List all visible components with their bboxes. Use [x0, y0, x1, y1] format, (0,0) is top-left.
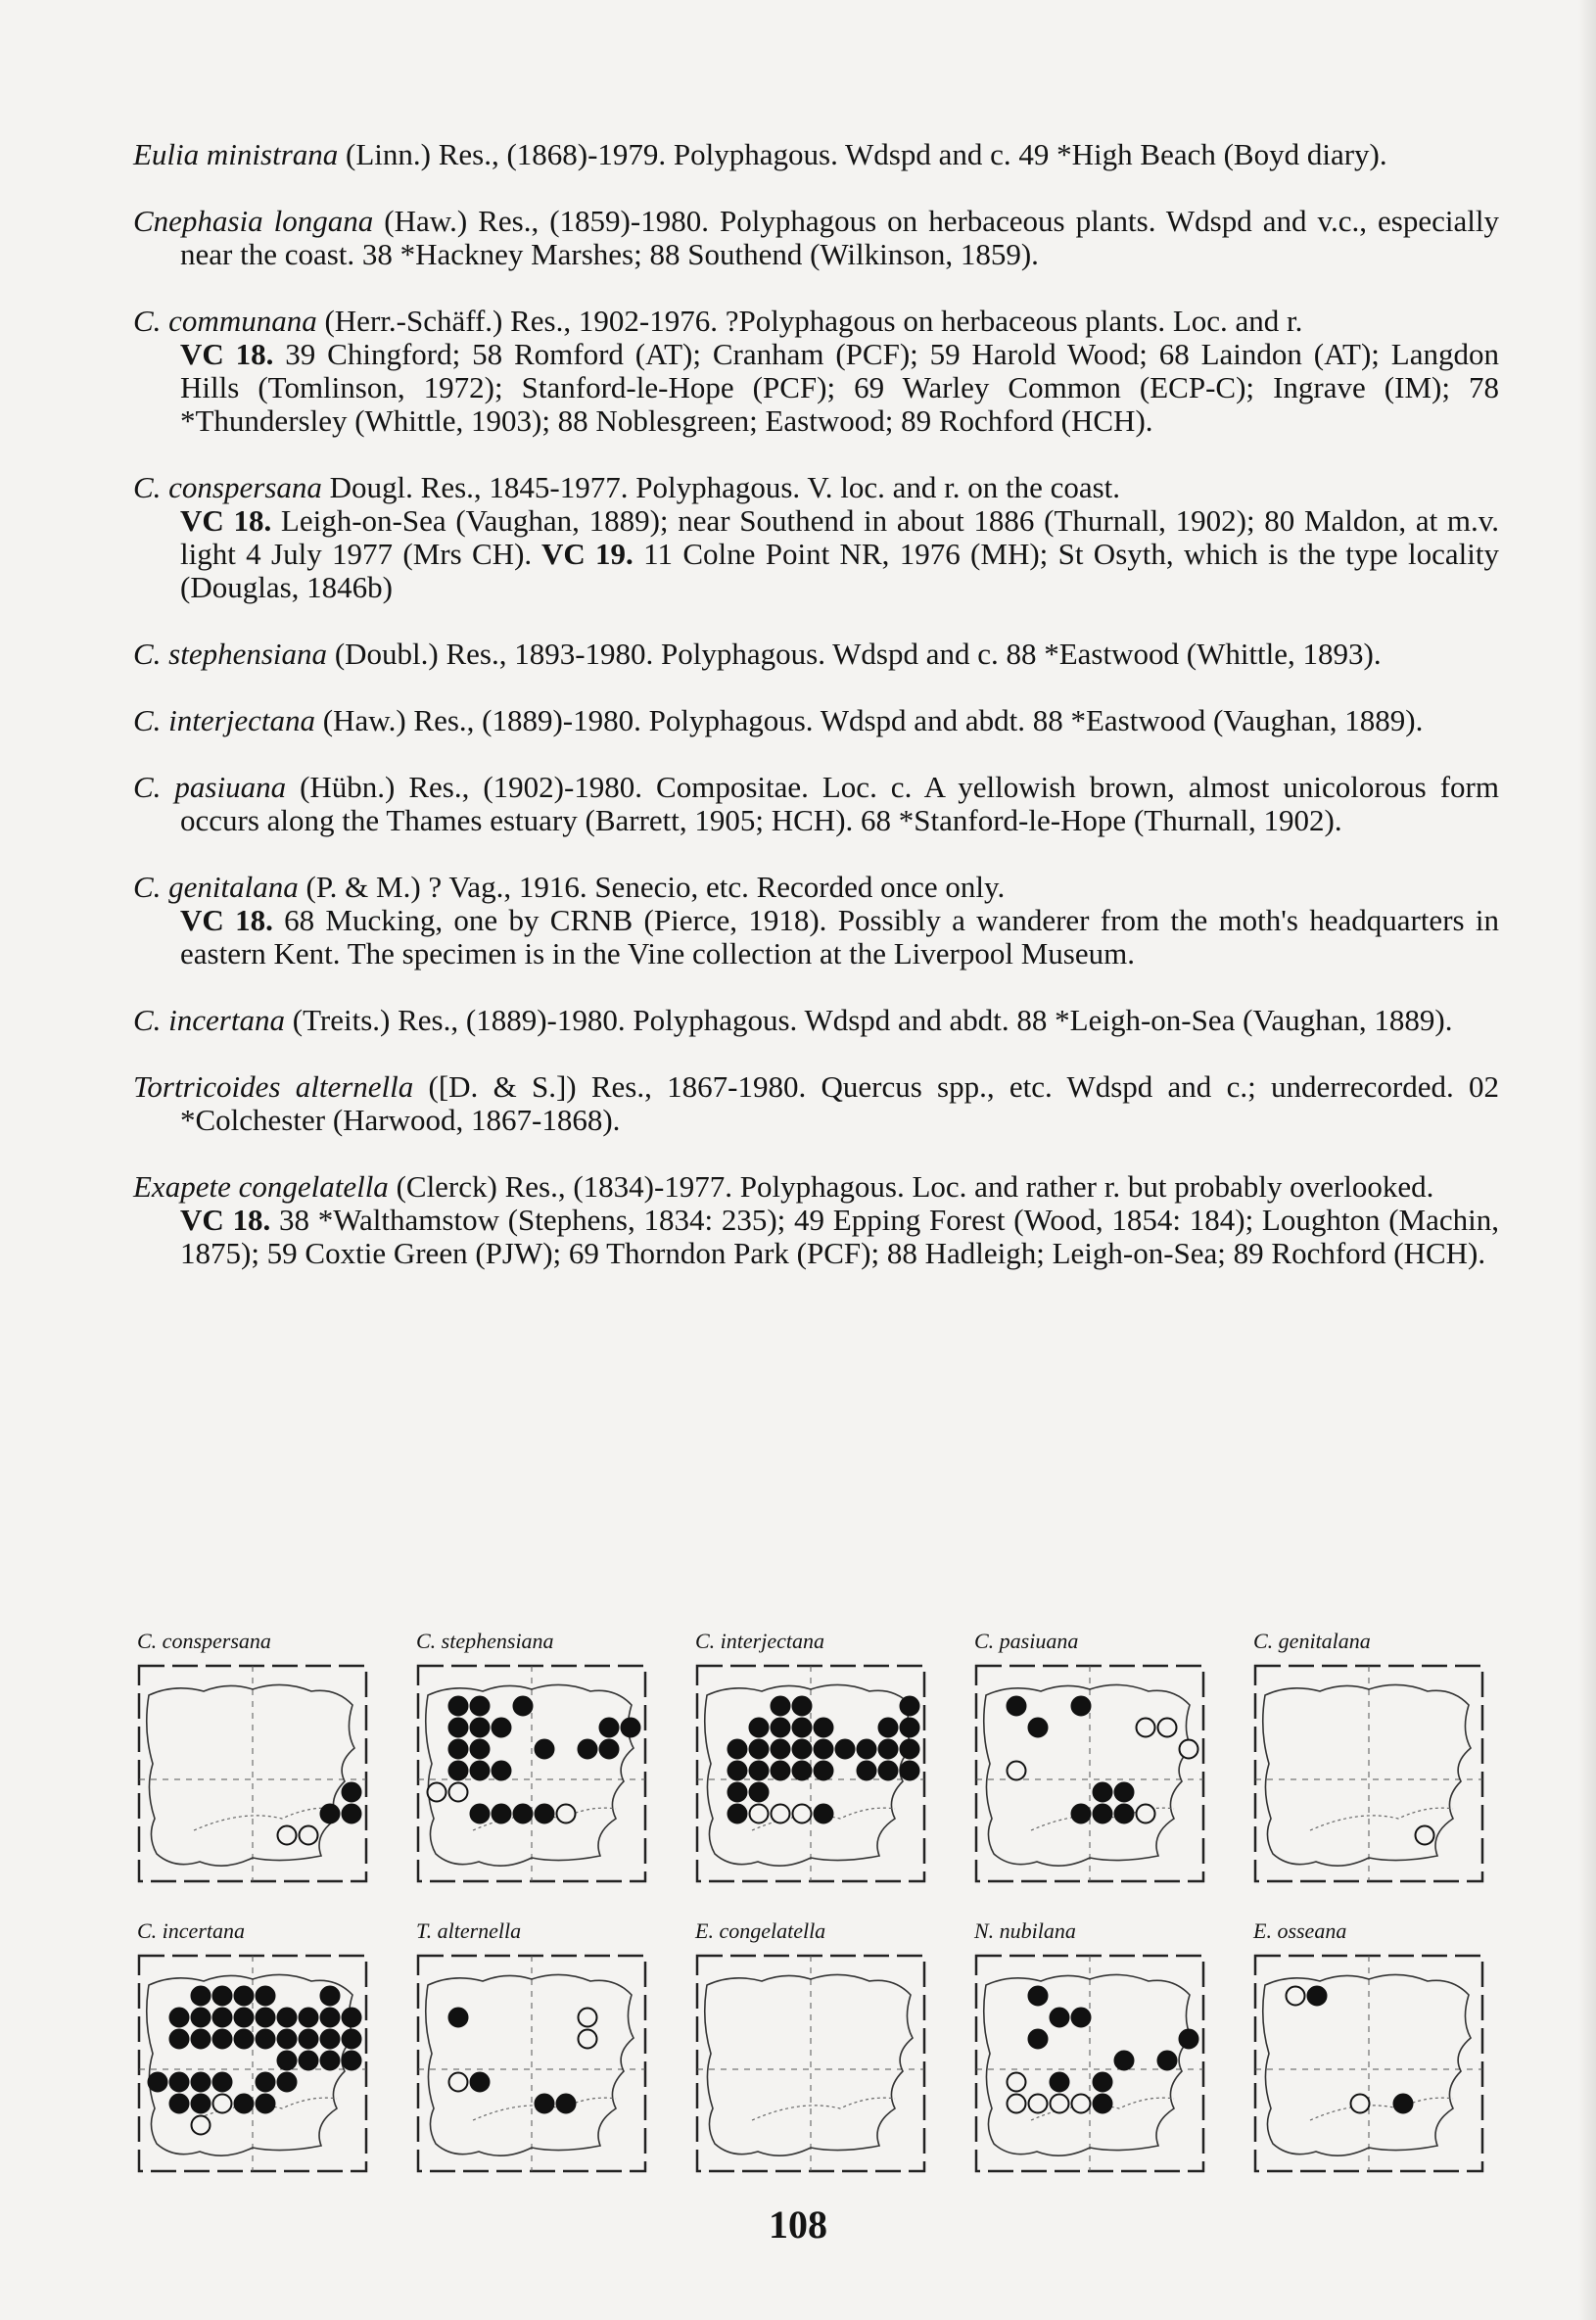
record-dot-filled [815, 1805, 833, 1823]
record-dot-filled [772, 1762, 790, 1780]
distribution-map [414, 1918, 669, 2187]
distribution-map [972, 1918, 1227, 2187]
record-dot-filled [772, 1697, 790, 1716]
species-name: C. pasiuana [133, 770, 287, 804]
species-description: (P. & M.) ? Vag., 1916. Senecio, etc. Recorded once only. [298, 870, 1006, 904]
record-dot-open [192, 2116, 211, 2135]
record-dot-filled [622, 1719, 640, 1737]
species-entry [133, 471, 1499, 604]
record-dot-filled [879, 1719, 898, 1737]
record-dot-open [1008, 2095, 1026, 2113]
map-label: C. incertana [137, 1918, 245, 1943]
species-entry [133, 871, 1499, 971]
record-dot-filled [192, 2073, 211, 2092]
record-dot-filled [170, 2095, 189, 2113]
record-dot-filled [213, 2009, 232, 2027]
record-dot-filled [1072, 1805, 1091, 1823]
record-dot-filled [449, 1697, 468, 1716]
distribution-map [135, 1918, 390, 2187]
record-dot-open [449, 2073, 468, 2092]
record-dot-filled [772, 1740, 790, 1759]
record-dot-filled [471, 1805, 490, 1823]
record-dot-filled [300, 2030, 318, 2049]
species-description: (Treits.) Res., (1889)-1980. Polyphagous. Wdspd and abdt. 88 *Leigh-on-Sea (Vaughan, 1889). [285, 1003, 1453, 1037]
record-dot-filled [278, 2009, 297, 2027]
record-dot-filled [1308, 1987, 1327, 2006]
record-dot-filled [536, 1740, 554, 1759]
species-entry [133, 1170, 1499, 1270]
record-dot-filled [235, 2009, 254, 2027]
record-dot-open [1351, 2095, 1370, 2113]
record-dot-open [449, 1783, 468, 1802]
record-dot-filled [600, 1719, 619, 1737]
records-text: 11 Colne Point NR, 1976 (MH); St Osyth, which is the type locality (Douglas, 1846b) [180, 537, 1499, 604]
record-dot-filled [1094, 2073, 1112, 2092]
record-dot-filled [750, 1783, 769, 1802]
record-dot-filled [728, 1783, 747, 1802]
distribution-map [693, 1629, 948, 1897]
record-dot-filled [321, 1805, 340, 1823]
record-dot-filled [278, 2030, 297, 2049]
species-text [133, 138, 1499, 1303]
record-dot-filled [149, 2073, 167, 2092]
distribution-map [135, 1629, 390, 1897]
species-entry [133, 704, 1499, 737]
distribution-map [693, 1918, 948, 2187]
record-dot-filled [257, 2095, 275, 2113]
record-dot-filled [815, 1719, 833, 1737]
record-dot-filled [1008, 1697, 1026, 1716]
record-dot-filled [449, 1740, 468, 1759]
record-dot-filled [579, 1740, 597, 1759]
record-dot-open [1180, 1740, 1198, 1759]
record-dot-filled [557, 2095, 576, 2113]
record-dot-filled [1180, 2030, 1198, 2049]
record-dot-filled [1094, 2095, 1112, 2113]
county-outline [1263, 1684, 1471, 1866]
distribution-map [972, 1629, 1227, 1897]
record-dot-filled [1094, 1783, 1112, 1802]
record-dot-filled [493, 1805, 511, 1823]
records-text: 68 Mucking, one by CRNB (Pierce, 1918). Possibly a wanderer from the moth's headquarters in eastern Kent. The specimen is in the Vine collection at the Liverpool Museum. [180, 903, 1499, 971]
map-graphic [414, 1662, 649, 1897]
record-dot-open [557, 1805, 576, 1823]
record-dot-open [1416, 1826, 1434, 1845]
record-dot-filled [1051, 2009, 1069, 2027]
record-dot-filled [449, 1719, 468, 1737]
record-dot-open [1137, 1805, 1155, 1823]
record-dot-filled [1115, 2052, 1134, 2070]
record-dot-filled [1072, 2009, 1091, 2027]
record-dot-filled [879, 1762, 898, 1780]
record-dot-filled [901, 1762, 919, 1780]
record-dot-filled [901, 1740, 919, 1759]
record-dot-filled [321, 2009, 340, 2027]
record-dot-open [213, 2095, 232, 2113]
record-dot-filled [257, 2009, 275, 2027]
species-description: (Linn.) Res., (1868)-1979. Polyphagous. Wdspd and c. 49 *High Beach (Boyd diary). [338, 137, 1387, 171]
distribution-map [1251, 1918, 1506, 2187]
map-row [135, 1918, 1506, 2187]
record-dot-filled [536, 1805, 554, 1823]
record-dot-filled [1051, 2073, 1069, 2092]
species-name: C. conspersana [133, 470, 322, 504]
record-dot-filled [815, 1762, 833, 1780]
record-dot-open [278, 1826, 297, 1845]
county-outline [147, 1684, 354, 1866]
record-dot-filled [471, 1740, 490, 1759]
record-dot-filled [343, 2009, 361, 2027]
record-dot-open [428, 1783, 446, 1802]
record-dot-open [772, 1805, 790, 1823]
record-dot-open [750, 1805, 769, 1823]
record-dot-filled [449, 1762, 468, 1780]
record-dot-filled [858, 1762, 876, 1780]
vice-county: VC 18. [180, 503, 272, 538]
map-graphic [693, 1662, 928, 1897]
map-label: C. genitalana [1253, 1629, 1371, 1653]
record-dot-filled [471, 1697, 490, 1716]
record-dot-open [1008, 1762, 1026, 1780]
record-dot-filled [793, 1762, 812, 1780]
records-text: 39 Chingford; 58 Romford (AT); Cranham (PCF); 59 Harold Wood; 68 Laindon (AT); Langdon Hills (Tomlinson, 1972); Stanford-le-Hope (PCF); 69 Warley Common (ECP-C); Ingrave (IM); 78 *Thundersley (Whittle, 1903); 88 Noblesgreen; Eastwood; 89 Rochford (HCH). [180, 337, 1499, 438]
record-dot-filled [257, 2073, 275, 2092]
map-label: C. conspersana [137, 1629, 271, 1653]
map-label: C. interjectana [695, 1629, 824, 1653]
record-dot-filled [1072, 1697, 1091, 1716]
record-dot-filled [1029, 1987, 1048, 2006]
record-dot-filled [170, 2009, 189, 2027]
record-dot-open [1008, 2073, 1026, 2092]
record-dot-filled [493, 1762, 511, 1780]
record-dot-filled [343, 1783, 361, 1802]
species-entry [133, 1070, 1499, 1137]
map-label: C. stephensiana [416, 1629, 554, 1653]
map-graphic [972, 1952, 1207, 2187]
record-dot-filled [321, 1987, 340, 2006]
map-graphic [1251, 1952, 1486, 2187]
species-entry [133, 771, 1499, 837]
species-name: C. stephensiana [133, 637, 328, 671]
species-name: C. interjectana [133, 703, 315, 737]
record-dot-filled [901, 1719, 919, 1737]
distribution-maps [135, 1629, 1506, 2208]
species-name: Tortricoides alternella [133, 1069, 414, 1104]
record-dot-filled [235, 1987, 254, 2006]
record-dot-filled [750, 1762, 769, 1780]
page-number: 108 [769, 2202, 827, 2247]
record-dot-filled [728, 1762, 747, 1780]
record-dot-filled [343, 2030, 361, 2049]
records-text: Leigh-on-Sea (Vaughan, 1889); near Southend in about 1886 (Thurnall, 1902); 80 Maldon, at m.v. light 4 July 1977 (Mrs CH). [180, 503, 1500, 571]
map-label: C. pasiuana [974, 1629, 1079, 1653]
record-dot-filled [170, 2030, 189, 2049]
record-dot-filled [793, 1740, 812, 1759]
record-dot-filled [235, 2095, 254, 2113]
record-dot-filled [471, 1719, 490, 1737]
record-dot-filled [449, 2009, 468, 2027]
record-dot-open [1029, 2095, 1048, 2113]
record-dot-filled [1029, 1719, 1048, 1737]
record-dot-filled [278, 2052, 297, 2070]
map-graphic [1251, 1662, 1486, 1897]
record-dot-filled [728, 1805, 747, 1823]
record-dot-filled [192, 2030, 211, 2049]
record-dot-filled [192, 2009, 211, 2027]
record-dot-open [793, 1805, 812, 1823]
map-graphic [972, 1662, 1207, 1897]
record-dot-filled [471, 1762, 490, 1780]
species-description: (Herr.-Schäff.) Res., 1902-1976. ?Polyphagous on herbaceous plants. Loc. and r. [316, 304, 1303, 338]
record-dot-filled [235, 2030, 254, 2049]
species-name: Cnephasia longana [133, 204, 374, 238]
record-dot-filled [1115, 1805, 1134, 1823]
records-text: 38 *Walthamstow (Stephens, 1834: 235); 49 Epping Forest (Wood, 1854: 184); Loughton (Machin, 1875); 59 Coxtie Green (PJW); 69 Thorndon Park (PCF); 88 Hadleigh; Leigh-on-Sea; 89 Rochford (HCH). [180, 1203, 1499, 1270]
map-label: T. alternella [416, 1918, 522, 1943]
record-dot-filled [815, 1740, 833, 1759]
record-dot-filled [343, 2052, 361, 2070]
species-name: Exapete congelatella [133, 1169, 389, 1204]
species-description: (Clerck) Res., (1834)-1977. Polyphagous. Loc. and rather r. but probably overlooked. [388, 1169, 1434, 1204]
record-dot-filled [772, 1719, 790, 1737]
river-line [1310, 1808, 1453, 1830]
record-dot-filled [321, 2030, 340, 2049]
record-dot-filled [858, 1740, 876, 1759]
distribution-map [414, 1629, 669, 1897]
record-dot-open [1072, 2095, 1091, 2113]
record-dot-filled [170, 2073, 189, 2092]
record-dot-filled [750, 1719, 769, 1737]
page-edge-shadow [1578, 0, 1596, 2320]
species-entry [133, 138, 1499, 171]
record-dot-filled [750, 1740, 769, 1759]
species-name: Eulia ministrana [133, 137, 339, 171]
species-description: Dougl. Res., 1845-1977. Polyphagous. V. loc. and r. on the coast. [321, 470, 1121, 504]
map-graphic [414, 1952, 649, 2187]
species-entry [133, 305, 1499, 438]
record-dot-filled [879, 1740, 898, 1759]
species-name: C. genitalana [133, 870, 299, 904]
species-name: C. communana [133, 304, 317, 338]
species-description: (Doubl.) Res., 1893-1980. Polyphagous. Wdspd and c. 88 *Eastwood (Whittle, 1893). [327, 637, 1382, 671]
vice-county: VC 18. [180, 1203, 271, 1237]
record-dot-filled [793, 1697, 812, 1716]
record-dot-filled [493, 1719, 511, 1737]
vice-county: VC 18. [180, 337, 274, 371]
record-dot-filled [213, 2073, 232, 2092]
record-dot-filled [257, 1987, 275, 2006]
species-entry [133, 638, 1499, 671]
record-dot-open [300, 1826, 318, 1845]
vice-county: VC 19. [532, 537, 634, 571]
species-name: C. incertana [133, 1003, 285, 1037]
record-dot-filled [343, 1805, 361, 1823]
record-dot-filled [300, 2052, 318, 2070]
vice-county: VC 18. [180, 903, 273, 937]
record-dot-filled [1394, 2095, 1413, 2113]
species-entry [133, 1004, 1499, 1037]
map-label: N. nubilana [974, 1918, 1076, 1943]
record-dot-filled [192, 1987, 211, 2006]
species-description: ([D. & S.]) Res., 1867-1980. Quercus spp., etc. Wdspd and c.; underrecorded. 02 *Colchester (Harwood, 1867-1868). [180, 1069, 1499, 1137]
record-dot-filled [514, 1697, 533, 1716]
record-dot-filled [1158, 2052, 1177, 2070]
record-dot-open [579, 2009, 597, 2027]
record-dot-open [1287, 1987, 1305, 2006]
map-label: E. congelatella [695, 1918, 826, 1943]
record-dot-filled [213, 1987, 232, 2006]
record-dot-filled [1094, 1805, 1112, 1823]
river-line [752, 2098, 895, 2120]
record-dot-filled [836, 1740, 855, 1759]
record-dot-filled [1029, 2030, 1048, 2049]
record-dot-filled [278, 2073, 297, 2092]
record-dot-filled [600, 1740, 619, 1759]
map-label: E. osseana [1253, 1918, 1347, 1943]
record-dot-filled [300, 2009, 318, 2027]
record-dot-open [1051, 2095, 1069, 2113]
record-dot-filled [728, 1740, 747, 1759]
record-dot-filled [901, 1697, 919, 1716]
map-graphic [693, 1952, 928, 2187]
species-description: (Hübn.) Res., (1902)-1980. Compositae. Loc. c. A yellowish brown, almost unicolorous form occurs along the Thames estuary (Barrett, 1905; HCH). 68 *Stanford-le-Hope (Thurnall, 1902). [180, 770, 1499, 837]
county-outline [705, 1974, 913, 2155]
species-description: (Haw.) Res., (1859)-1980. Polyphagous on herbaceous plants. Wdspd and v.c., especially near the coast. 38 *Hackney Marshes; 88 Southend (Wilkinson, 1859). [180, 204, 1499, 271]
record-dot-filled [192, 2095, 211, 2113]
record-dot-open [579, 2030, 597, 2049]
map-row [135, 1629, 1506, 1897]
species-description: (Haw.) Res., (1889)-1980. Polyphagous. Wdspd and abdt. 88 *Eastwood (Vaughan, 1889). [314, 703, 1424, 737]
record-dot-filled [1115, 1783, 1134, 1802]
record-dot-open [1137, 1719, 1155, 1737]
record-dot-filled [793, 1719, 812, 1737]
distribution-map [1251, 1629, 1506, 1897]
record-dot-filled [213, 2030, 232, 2049]
river-line [194, 1808, 337, 1830]
record-dot-filled [471, 2073, 490, 2092]
county-outline [426, 1974, 634, 2155]
species-entry [133, 205, 1499, 271]
record-dot-open [1158, 1719, 1177, 1737]
river-line [1310, 2098, 1453, 2120]
map-graphic [135, 1952, 370, 2187]
map-graphic [135, 1662, 370, 1897]
record-dot-filled [536, 2095, 554, 2113]
record-dot-filled [321, 2052, 340, 2070]
record-dot-filled [514, 1805, 533, 1823]
record-dot-filled [257, 2030, 275, 2049]
